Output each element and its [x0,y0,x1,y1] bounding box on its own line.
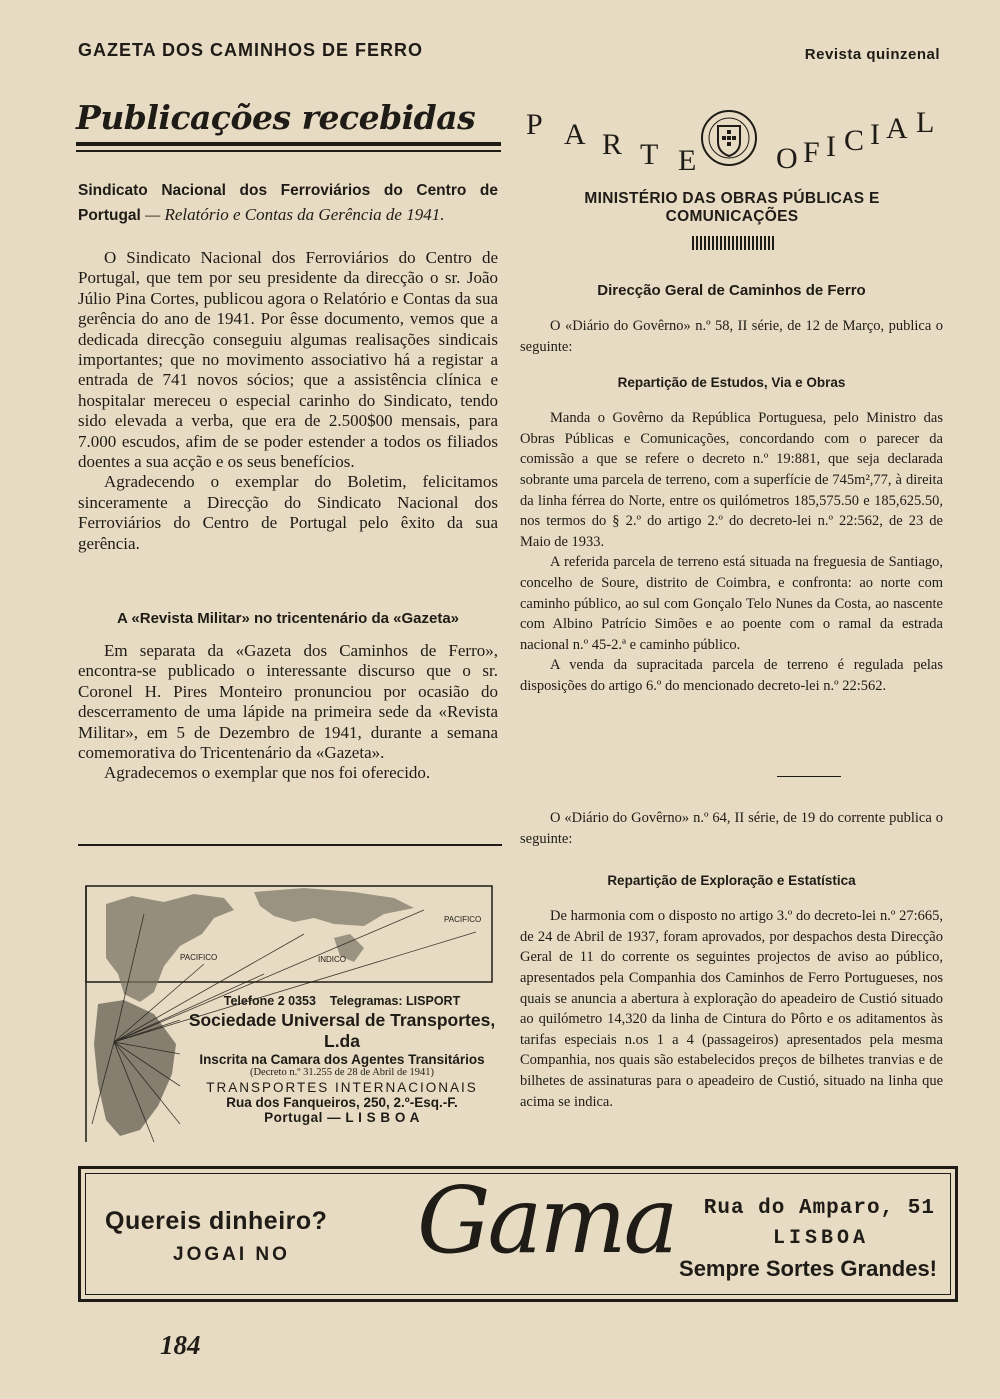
map-label: INDICO [318,955,346,964]
map-label: PACIFICO [444,915,482,924]
paragraph: Em separata da «Gazeta dos Caminhos de Ferro», encontra-se publicado o interessante discurso que o sr. Coronel H. Pires Monteiro pronunciou por ocasião do descerramento de uma lápide na primeira sede da «Revista Militar», em 5 de Dezembro de 1941, durante a semana comemorativa do Tricentenário da «Gazeta». [78,641,498,763]
ministry-heading: MINISTÉRIO DAS OBRAS PÚBLICAS E COMUNICAÇÕES [584,190,880,225]
directorate-heading: Direcção Geral de Caminhos de Ferro [597,282,866,299]
notice-subheading: Repartição de Exploração e Estatística [607,873,856,889]
advert-city: LISBOA [772,1227,869,1250]
banner-letter: P [526,108,543,141]
column-divider [78,844,502,846]
title-rule-thick [76,142,501,146]
paragraph: A venda da supracitada parcela de terreno é regulada pelas disposições do artigo 6.º do mencionado decreto-lei n.º 22:562. [520,657,943,694]
paragraph: Agradecemos o exemplar que nos foi oferecido. [104,763,431,783]
advert-address: Rua dos Fanqueiros, 250, 2.º-Esq.-F. [226,1095,458,1110]
banner-letter: L [916,106,935,139]
article-sindicato [78,179,498,554]
page-number: 184 [160,1330,201,1360]
article-heading-italic: — Relatório e Contas da Gerência de 1941. [140,205,445,224]
advert-contact-line [182,994,502,1008]
banner-letter: T [640,138,659,171]
official-notices [520,282,943,697]
article-heading: A «Revista Militar» no tricentenário da «Gazeta» [116,610,460,627]
banner-letter: F [803,136,820,169]
map-label: PACIFICO [180,953,218,962]
gama-logo: Gama [417,1167,676,1274]
advert-text [182,994,502,1125]
paragraph: Agradecendo o exemplar do Boletim, felicitamos sinceramente a Direcção do Sindicato Nacional dos Ferroviários do Centro de Portugal pelo êxito da sua gerência. [78,472,498,553]
banner-letter: I [826,130,836,163]
paragraph: A referida parcela de terreno está situada na freguesia de Santiago, concelho de Soure, distrito de Coimbra, e confronta: ao norte com caminho público, ao sul com Gonçalo Telo Nunes da Costa, ao nascente com Albino Patrício Simões e ao poente com o ramal da estrada nacional n.º 45-2.ª e caminho público. [520,554,943,653]
banner-letter: C [844,124,865,157]
article-heading [78,179,498,228]
banner-letter: A [886,112,908,145]
advert-play: JOGAI NO [173,1244,290,1265]
advert-services: TRANSPORTES INTERNACIONAIS [206,1080,478,1095]
section-separator [777,776,841,777]
paragraph: De harmonia com o disposto no artigo 3.º do decreto-lei n.º 27:665, de 24 de Abril de 1937, foram aprovados, por despachos desta Direcção Geral de 11 do corrente os seguintes projectos de aviso ao público, apresentados pela Companhia dos Caminhos de Ferro Portugueses, nos quais se anuncia a abertura à exploração do apeadeiro de Custió situado ao quilómetro 14,320 da linha de Cintura do Pôrto e os aditamentos às tarifas especiais n.os 1 a 4 (passageiros) apresentados pela mesma Companhia, nos quais são estabelecidos preços de bilhetes tranvias e de bilhetes de assinaturas para o apeadeiro de Custió, situado na linha que acima se indica. [520,908,943,1110]
article-heading-bold: Sindicato Nacional dos Ferroviários do Centro de Portugal [78,182,498,224]
banner-letter: A [564,118,586,151]
coat-of-arms-icon [700,106,758,170]
running-header-title: GAZETA DOS CAMINHOS DE FERRO [78,40,424,60]
paragraph: O Sindicato Nacional dos Ferroviários do Centro de Portugal, que tem por seu presidente da direcção o sr. João Júlio Pina Cortes, publicou agora o Relatório e Contas da sua gerência do ano de 1941. Por êsse documento, vemos que a dedicada direcção conseguiu algumas realisações sindicais importantes; que no movimento associativo há a registar a entrada de 741 novos sócios; que a assistência clínica e hospitalar mereceu o especial carinho do Sindicato, tendo sido elevada a verba, que era de 2.500$00 mensais, para 7.000 escudos, afim de se poder estender a todos os filiados doentes a sua acção e os seus benefícios. [78,248,498,472]
advert-street: Rua do Amparo, 51 [703,1197,935,1220]
advert-slogan: Sempre Sortes Grandes! [679,1256,937,1281]
advert-phone: Telefone 2 0353 [223,994,316,1008]
decorative-bar [692,236,774,250]
running-header-subtitle: Revista quinzenal [804,46,940,63]
paragraph: Manda o Govêrno da República Portuguesa, pelo Ministro das Obras Públicas e Comunicações, concordando com o parecer da comissão a que se refere o decreto n.º 19:881, que seja declarada sobrante uma parcela de terreno, com a superfície de 745m²,77, à direita da linha férrea do Norte, entre os quilómetros 185,575.50 e 185,625.50, nos termos do § 2.º do artigo 2.º do decreto-lei n.º 22:562, de 23 de Maio de 1933. [520,410,943,550]
notice-subheading: Repartição de Estudos, Via e Obras [617,375,846,391]
notice-intro: O «Diário do Govêrno» n.º 58, II série, de 12 de Março, publica o seguinte: [520,318,943,355]
advert-registration: Inscrita na Camara dos Agentes Transitários [199,1052,485,1067]
parte-oficial-banner [520,102,944,177]
advert-city: Portugal — L I S B O A [264,1110,420,1125]
title-rule-thin [76,150,501,152]
notice-intro: O «Diário do Govêrno» n.º 64, II série, de 19 do corrente publica o seguinte: [520,810,943,847]
gama-lottery-advert [78,1166,958,1302]
transport-advert [84,874,502,1146]
banner-letter: I [870,118,880,151]
advert-company: Sociedade Universal de Transportes, L.da [188,1010,496,1051]
advert-decree: (Decreto n.º 31.255 de 28 de Abril de 1941) [249,1067,435,1078]
section-title: Publicações recebidas [76,98,476,137]
banner-letter: O [776,142,798,175]
article-revista-militar [78,610,498,784]
official-notice-2 [520,808,943,1112]
banner-letter: R [602,128,623,161]
advert-question: Quereis dinheiro? [105,1207,328,1235]
advert-telegrams: Telegramas: LISPORT [329,994,461,1008]
banner-letter: E [678,144,697,177]
